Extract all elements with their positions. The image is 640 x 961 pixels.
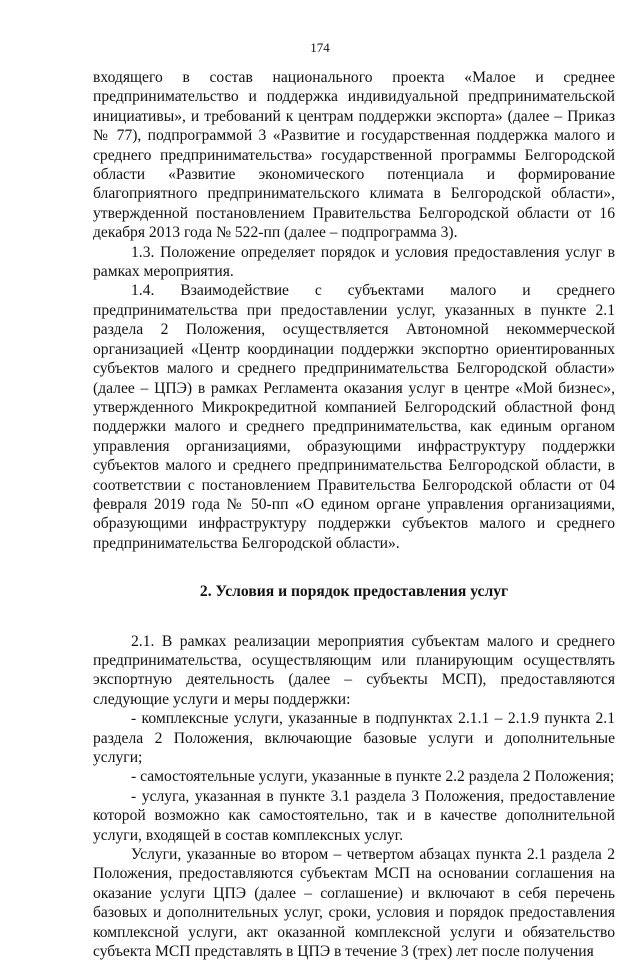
document-body [93,68,615,961]
list-item-service-3-1: - услуга, указанная в пункте 3.1 раздела 3 Положения, предоставление которой возможно как самостоятельно, так и в качестве дополнительной услуги, входящей в состав комплексных услуг. [93,787,615,844]
paragraph-1-3: 1.3. Положение определяет порядок и условия предоставления услуг в рамках мероприятия. [93,243,615,281]
paragraph-continuation: входящего в состав национального проекта «Малое и среднее предпринимательство и поддержка индивидуальной предпринимательской инициативы», и требований к центрам поддержки экспорта» (далее – Приказ № 77), подпрограммой 3 «Развитие и государственная поддержка малого и среднего предпринимательства» государственной программы Белгородской области «Развитие экономического потенциала и формирование благоприятного предпринимательского климата в Белгородской области», утвержденной постановлением Правительства Белгородской области от 16 декабря 2013 года № 522-пп (далее – подпрограмма 3). [93,69,615,242]
list-item-complex-services: - комплексные услуги, указанные в подпунктах 2.1.1 – 2.1.9 пункта 2.1 раздела 2 Положения, включающие базовые услуги и дополнительные услуги; [93,710,615,766]
page-number: 174 [310,40,330,55]
paragraph-2-1: 2.1. В рамках реализации мероприятия субъектам малого и среднего предпринимательства, осуществляющим или планирующим осуществлять экспортную деятельность (далее – субъекты МСП), предоставляются следующие услуги и меры поддержки: [93,632,615,708]
paragraph-1-4: 1.4. Взаимодействие с субъектами малого и среднего предпринимательства при предоставлении услуг, указанных в пункте 2.1 раздела 2 Положения, осуществляется Автономной некоммерческой организацией «Центр координации поддержки экспортно ориентированных субъектов малого и среднего предпринимательства Белгородской области» (далее – ЦПЭ) в рамках Регламента оказания услуг в центре «Мой бизнес», утвержденного Микрокредитной компанией Белгородский областной фонд поддержки малого и среднего предпринимательства, как единым органом управления организациями, образующими инфраструктуру поддержки субъектов малого и среднего предпринимательства Белгородской области, в соответствии с постановлением Правительства Белгородской области от 04 февраля 2019 года № 50-пп «О едином органе управления организациями, образующими инфраструктуру поддержки субъектов малого и среднего предпринимательства Белгородской области». [93,282,615,552]
section-heading: 2. Условия и порядок предоставления услуг [199,583,509,601]
paragraph-services-agreement: Услуги, указанные во втором – четвертом абзацах пункта 2.1 раздела 2 Положения, предоставляются субъектам МСП на основании соглашения на оказание услуги ЦПЭ (далее – соглашение) и включают в себя перечень базовых и дополнительных услуг, сроки, условия и порядок предоставления комплексной услуги, акт оказанной комплексной услуги и обязательство субъекта МСП представлять в ЦПЭ в течение 3 (трех) лет после получения [93,846,615,961]
list-item-standalone-services: - самостоятельные услуги, указанные в пункте 2.2 раздела 2 Положения; [131,768,615,786]
